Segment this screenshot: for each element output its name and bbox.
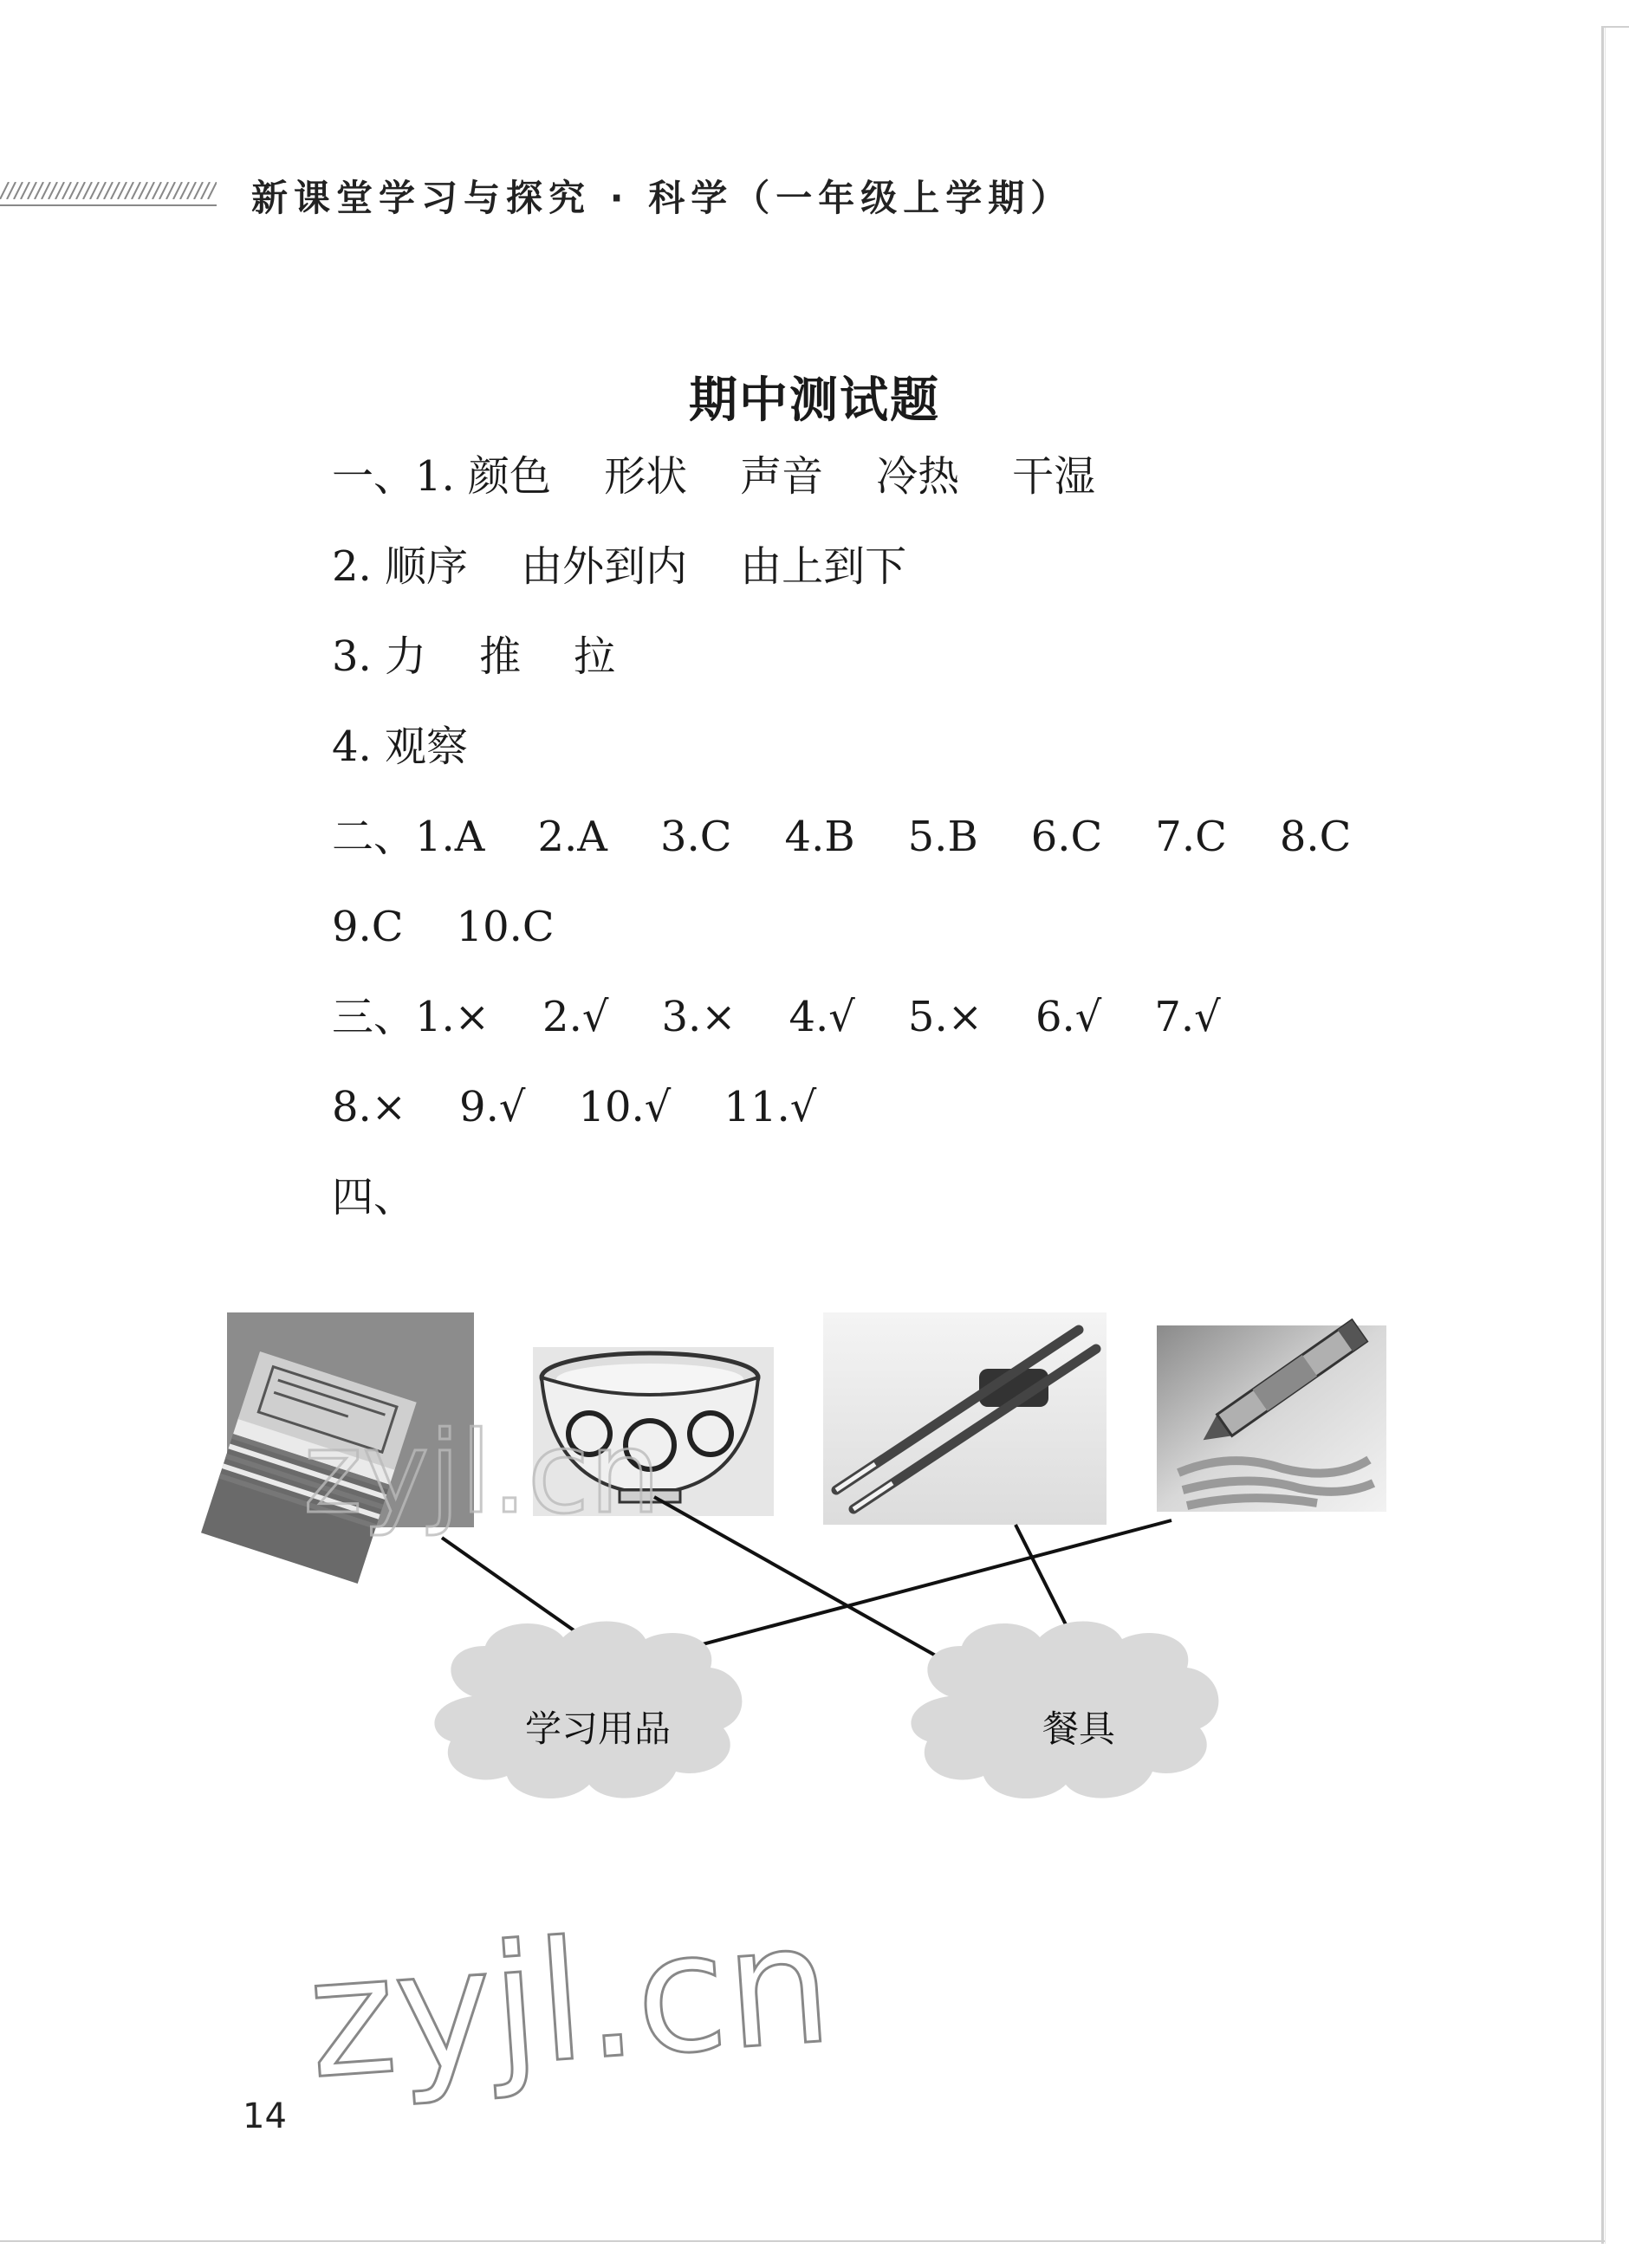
page-border-right-inner	[1605, 26, 1606, 2244]
page-corner-mark	[1601, 26, 1629, 28]
page-border-right	[1601, 26, 1604, 2244]
answer-line-3: 3. 力 推 拉	[332, 632, 616, 681]
answer-line-8: 8.× 9.√ 10.√ 11.√	[332, 1083, 817, 1131]
matching-diagram	[0, 1282, 1629, 1854]
answer-line-6: 9.C 10.C	[332, 903, 555, 951]
header-title: 新课堂学习与探究 · 科学（一年级上学期）	[251, 177, 1074, 219]
answer-line-1: 一、1. 颜色 形状 声音 冷热 干湿	[332, 452, 1096, 501]
answer-line-4: 4. 观察	[332, 723, 469, 771]
answer-line-2: 2. 顺序 由外到内 由上到下	[332, 542, 907, 591]
watermark-text: zyjl.cn	[302, 1888, 837, 2116]
cloud-label-learning: 学习用品	[524, 1707, 672, 1750]
answer-line-9: 四、	[332, 1173, 416, 1221]
header-hatch-decoration	[0, 182, 217, 199]
cloud-learning-supplies	[434, 1621, 742, 1798]
answer-line-5: 二、1.A 2.A 3.C 4.B 5.B 6.C 7.C 8.C	[332, 813, 1352, 861]
crayon-picture	[1157, 1320, 1386, 1512]
cloud-label-tableware: 餐具	[1042, 1707, 1116, 1750]
answer-line-7: 三、1.× 2.√ 3.× 4.√ 5.× 6.√ 7.√	[332, 993, 1221, 1041]
watermark-top: zyjl.cn	[303, 1407, 661, 1539]
page-border-bottom	[0, 2240, 1605, 2242]
page-number: 14	[243, 2096, 287, 2136]
cloud-tableware	[911, 1621, 1218, 1798]
header-rule	[0, 204, 217, 206]
page-title: 期中测试题	[689, 372, 940, 429]
chopsticks-picture	[823, 1312, 1107, 1525]
